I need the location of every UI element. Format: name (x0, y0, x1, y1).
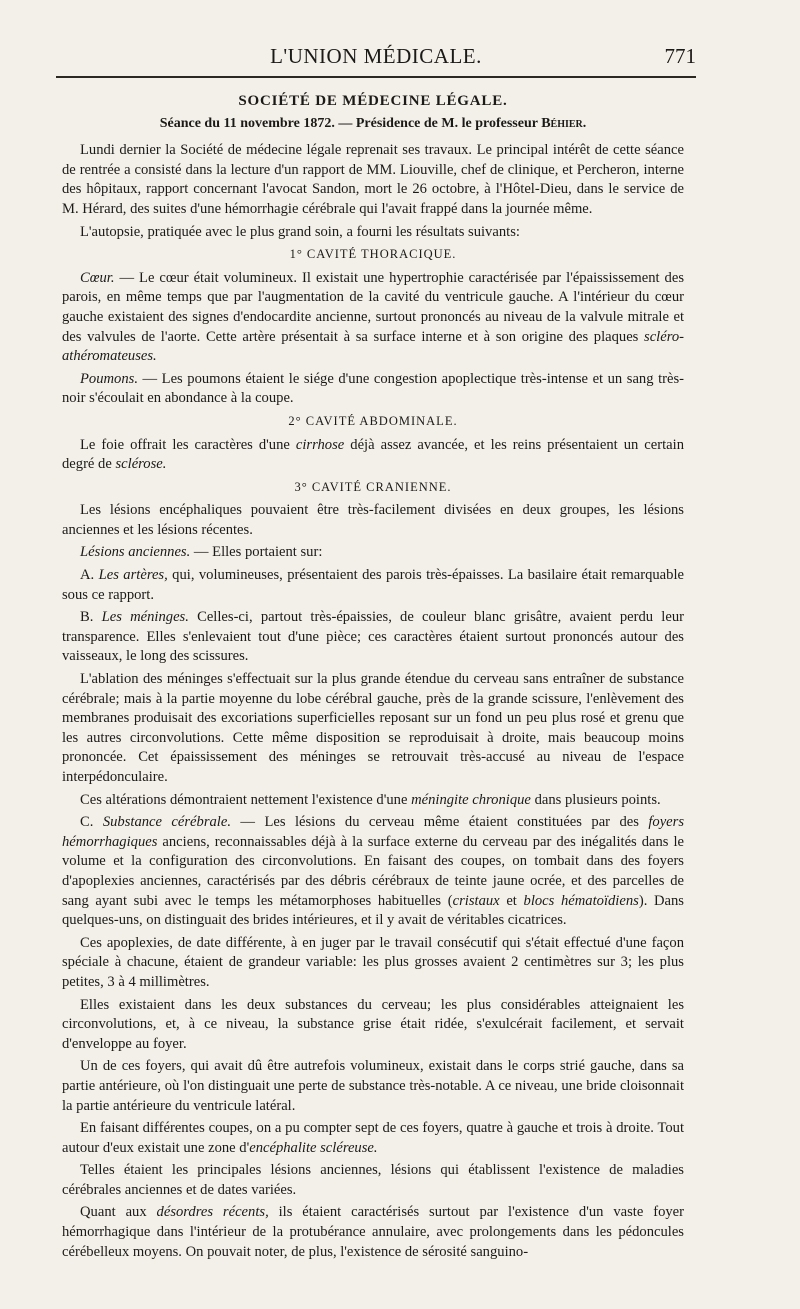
article-body (62, 92, 684, 1265)
abdominal-text-a: Le foie offrait les caractères d'une (80, 436, 296, 453)
meninges-label: Les méninges. (101, 609, 189, 626)
header-rule (56, 76, 696, 78)
poumons-text: — Les poumons étaient le siége d'une congestion apoplectique très-intense et un sang très-noir s'écoulait en abondance à la coupe. (62, 370, 684, 407)
meninges-paragraph (62, 608, 684, 667)
substance-text-b: anciens, reconnaissables déjà à la surface externe du cerveau par des inégalités dans le volume et la configuration des circonvolutions. En faisant des coupes, on tombait dans des foyers d'apoplexies anciennes, caractérisés par des débris cérébraux de teinte jaune ocrée, et des parcelles de sang ayant subi avec le temps les métamorphoses habituelles ( (62, 833, 684, 909)
meninges-text: Celles-ci, partout très-épaissies, de couleur blanc grisâtre, avaient perdu leur transparence. Elles s'enlevaient tout d'une pièce; ces caractères étaient surtout prononcés autour des vaisseaux, le long des scissures. (62, 609, 684, 665)
coupes-text: En faisant différentes coupes, on a pu compter sept de ces foyers, quatre à gauche et trois à droite. Tout autour d'eux existait une zone d' (62, 1120, 684, 1156)
alterations-text-a: Ces altérations démontraient nettement l'existence d'une (80, 791, 412, 808)
substance-text-c: et (499, 892, 524, 909)
foyer-paragraph: Un de ces foyers, qui avait dû être autrefois volumineux, existait dans le corps strié gauche, dans sa partie antérieure, où l'on distinguait une perte de substance très-notable. A ce niveau, une bride cloisonnait la partie antérieure du ventricule latéral. (62, 1058, 684, 1114)
president-name: Béhier. (541, 115, 587, 131)
substance-cerebrale-paragraph (62, 813, 684, 931)
cranial-intro-paragraph: Les lésions encéphaliques pouvaient être très-facilement divisées en deux groupes, les lésions anciennes et les lésions récentes. (62, 502, 684, 538)
recents-text-b: ils étaient caractérisés surtout par l'existence d'un vaste foyer hémorrhagique dans l'intérieur de la protubérance annulaire, avec prolongements dans les pédoncules cérébelleux moyens. On pouvait noter, de plus, l'existence de sérosité sanguino- (62, 1204, 684, 1260)
term-encephalite: encéphalite scléreuse. (249, 1139, 378, 1156)
coeur-term: scléro-athéromateuses. (62, 328, 684, 365)
running-title: L'UNION MÉDICALE. (270, 44, 482, 68)
alterations-paragraph (62, 791, 684, 811)
recents-text-a: Quant aux (80, 1204, 157, 1221)
coupes-paragraph (62, 1119, 684, 1158)
abdominal-paragraph (62, 436, 684, 475)
anciennes-paragraph (62, 543, 684, 563)
page-header (56, 40, 696, 80)
anciennes-text: — Elles portaient sur: (190, 544, 323, 561)
substance-letter: C. (80, 814, 94, 831)
alterations-text-b: dans plusieurs points. (530, 791, 661, 808)
term-meningite: méningite chronique (411, 791, 531, 808)
substances-paragraph: Elles existaient dans les deux substances du cerveau; les plus considérables atteignaient les circonvolutions, et, à ce niveau, la substance grise était ridée, s'exulcérait facilement, et servait d'enveloppe au foyer. (62, 996, 684, 1052)
term-cristaux: cristaux (452, 892, 500, 909)
term-sclerose: sclérose. (115, 456, 167, 473)
arteres-letter: A. (80, 567, 95, 584)
coeur-paragraph (62, 269, 684, 367)
intro-paragraph: Lundi dernier la Société de médecine légale reprenait ses travaux. Le principal intérêt de cette séance de rentrée a consisté dans la lecture d'un rapport de MM. Liouville, chef de clinique, et Percheron, interne des hôpitaux, rapport concernant l'avocat Sandon, mort le 26 octobre, à l'Hôtel-Dieu, dans le service de M. Hérard, des suites d'une hémorrhagie cérébrale qui l'avait frappé dans la journée même. (62, 142, 684, 217)
poumons-label: Poumons. (80, 370, 138, 387)
term-blocs: blocs hématoïdiens (523, 892, 639, 909)
poumons-paragraph (62, 370, 684, 409)
cranial-heading: 3° CAVITÉ CRANIENNE. (294, 479, 452, 494)
recents-paragraph (62, 1203, 684, 1262)
substance-text-d: ). Dans quelques-uns, on distinguait des brides intérieures, et il y avait de véritables cicatrices. (62, 892, 684, 929)
meninges-letter: B. (80, 609, 94, 626)
coeur-label: Cœur. (80, 269, 115, 286)
abdominal-text-b: déjà assez avancée, et les reins présentaient un certain degré de (62, 436, 684, 473)
telles-paragraph: Telles étaient les principales lésions anciennes, lésions qui établissent l'existence de maladies cérébrales anciennes et de dates variées. (62, 1162, 684, 1198)
article-title: SOCIÉTÉ DE MÉDECINE LÉGALE. (238, 93, 508, 109)
arteres-text: qui, volumineuses, présentaient des parois très-épaisses. La basilaire était remarquable sous ce rapport. (62, 567, 684, 603)
substance-label: Substance cérébrale. (102, 814, 231, 831)
arteres-label: Les artères, (98, 567, 168, 584)
coeur-text: — Le cœur était volumineux. Il existait une hypertrophie caractérisée par l'épaississement des parois, en même temps que par l'augmentation de la cavité du ventricule gauche. A l'intérieur du cœur gauche existaient des signes d'endocardite ancienne, surtout prononcés au niveau de la valvule mitrale et des valvules de l'aorte. Cette artère présentait à sa surface interne et à son origine des plaques (62, 269, 684, 345)
anciennes-label: Lésions anciennes. (80, 544, 191, 561)
apoplexies-paragraph: Ces apoplexies, de date différente, à en juger par le travail consécutif qui s'était effectué d'une façon spéciale à chacune, étaient de grandeur variable: les plus grosses avaient 2 centimètres sur 3; les plus petites, 3 à 4 millimètres. (62, 934, 684, 990)
arteres-paragraph (62, 566, 684, 605)
term-foyers: foyers hémorrhagiques (62, 814, 685, 850)
term-desordres: désordres récents, (156, 1204, 269, 1221)
substance-text-a: — Les lésions du cerveau même étaient constituées par des (231, 814, 649, 831)
term-cirrhose: cirrhose (295, 436, 345, 453)
autopsy-paragraph: L'autopsie, pratiquée avec le plus grand soin, a fourni les résultats suivants: (80, 223, 520, 240)
session-line (62, 114, 684, 134)
session-text: Séance du 11 novembre 1872. — Présidence de M. le professeur (159, 115, 542, 131)
page-number: 771 (664, 44, 696, 68)
thoracic-heading: 1° CAVITÉ THORACIQUE. (289, 247, 457, 262)
abdominal-heading: 2° CAVITÉ ABDOMINALE. (288, 413, 458, 428)
ablation-paragraph: L'ablation des méninges s'effectuait sur la plus grande étendue du cerveau sans entraîner de substance cérébrale; mais à la partie moyenne du lobe cérébral gauche, près de la grande scissure, l'enlèvement des membranes produisait des excoriations superficielles reposant sur un fond un peu plus rosé et grenu que les autres circonvolutions. Cette même disposition se reproduisait à droite, mais beaucoup moins prononcée. Cet épaississement des méninges se retrouvait très-accusé au niveau de l'espace interpédonculaire. (62, 671, 684, 785)
